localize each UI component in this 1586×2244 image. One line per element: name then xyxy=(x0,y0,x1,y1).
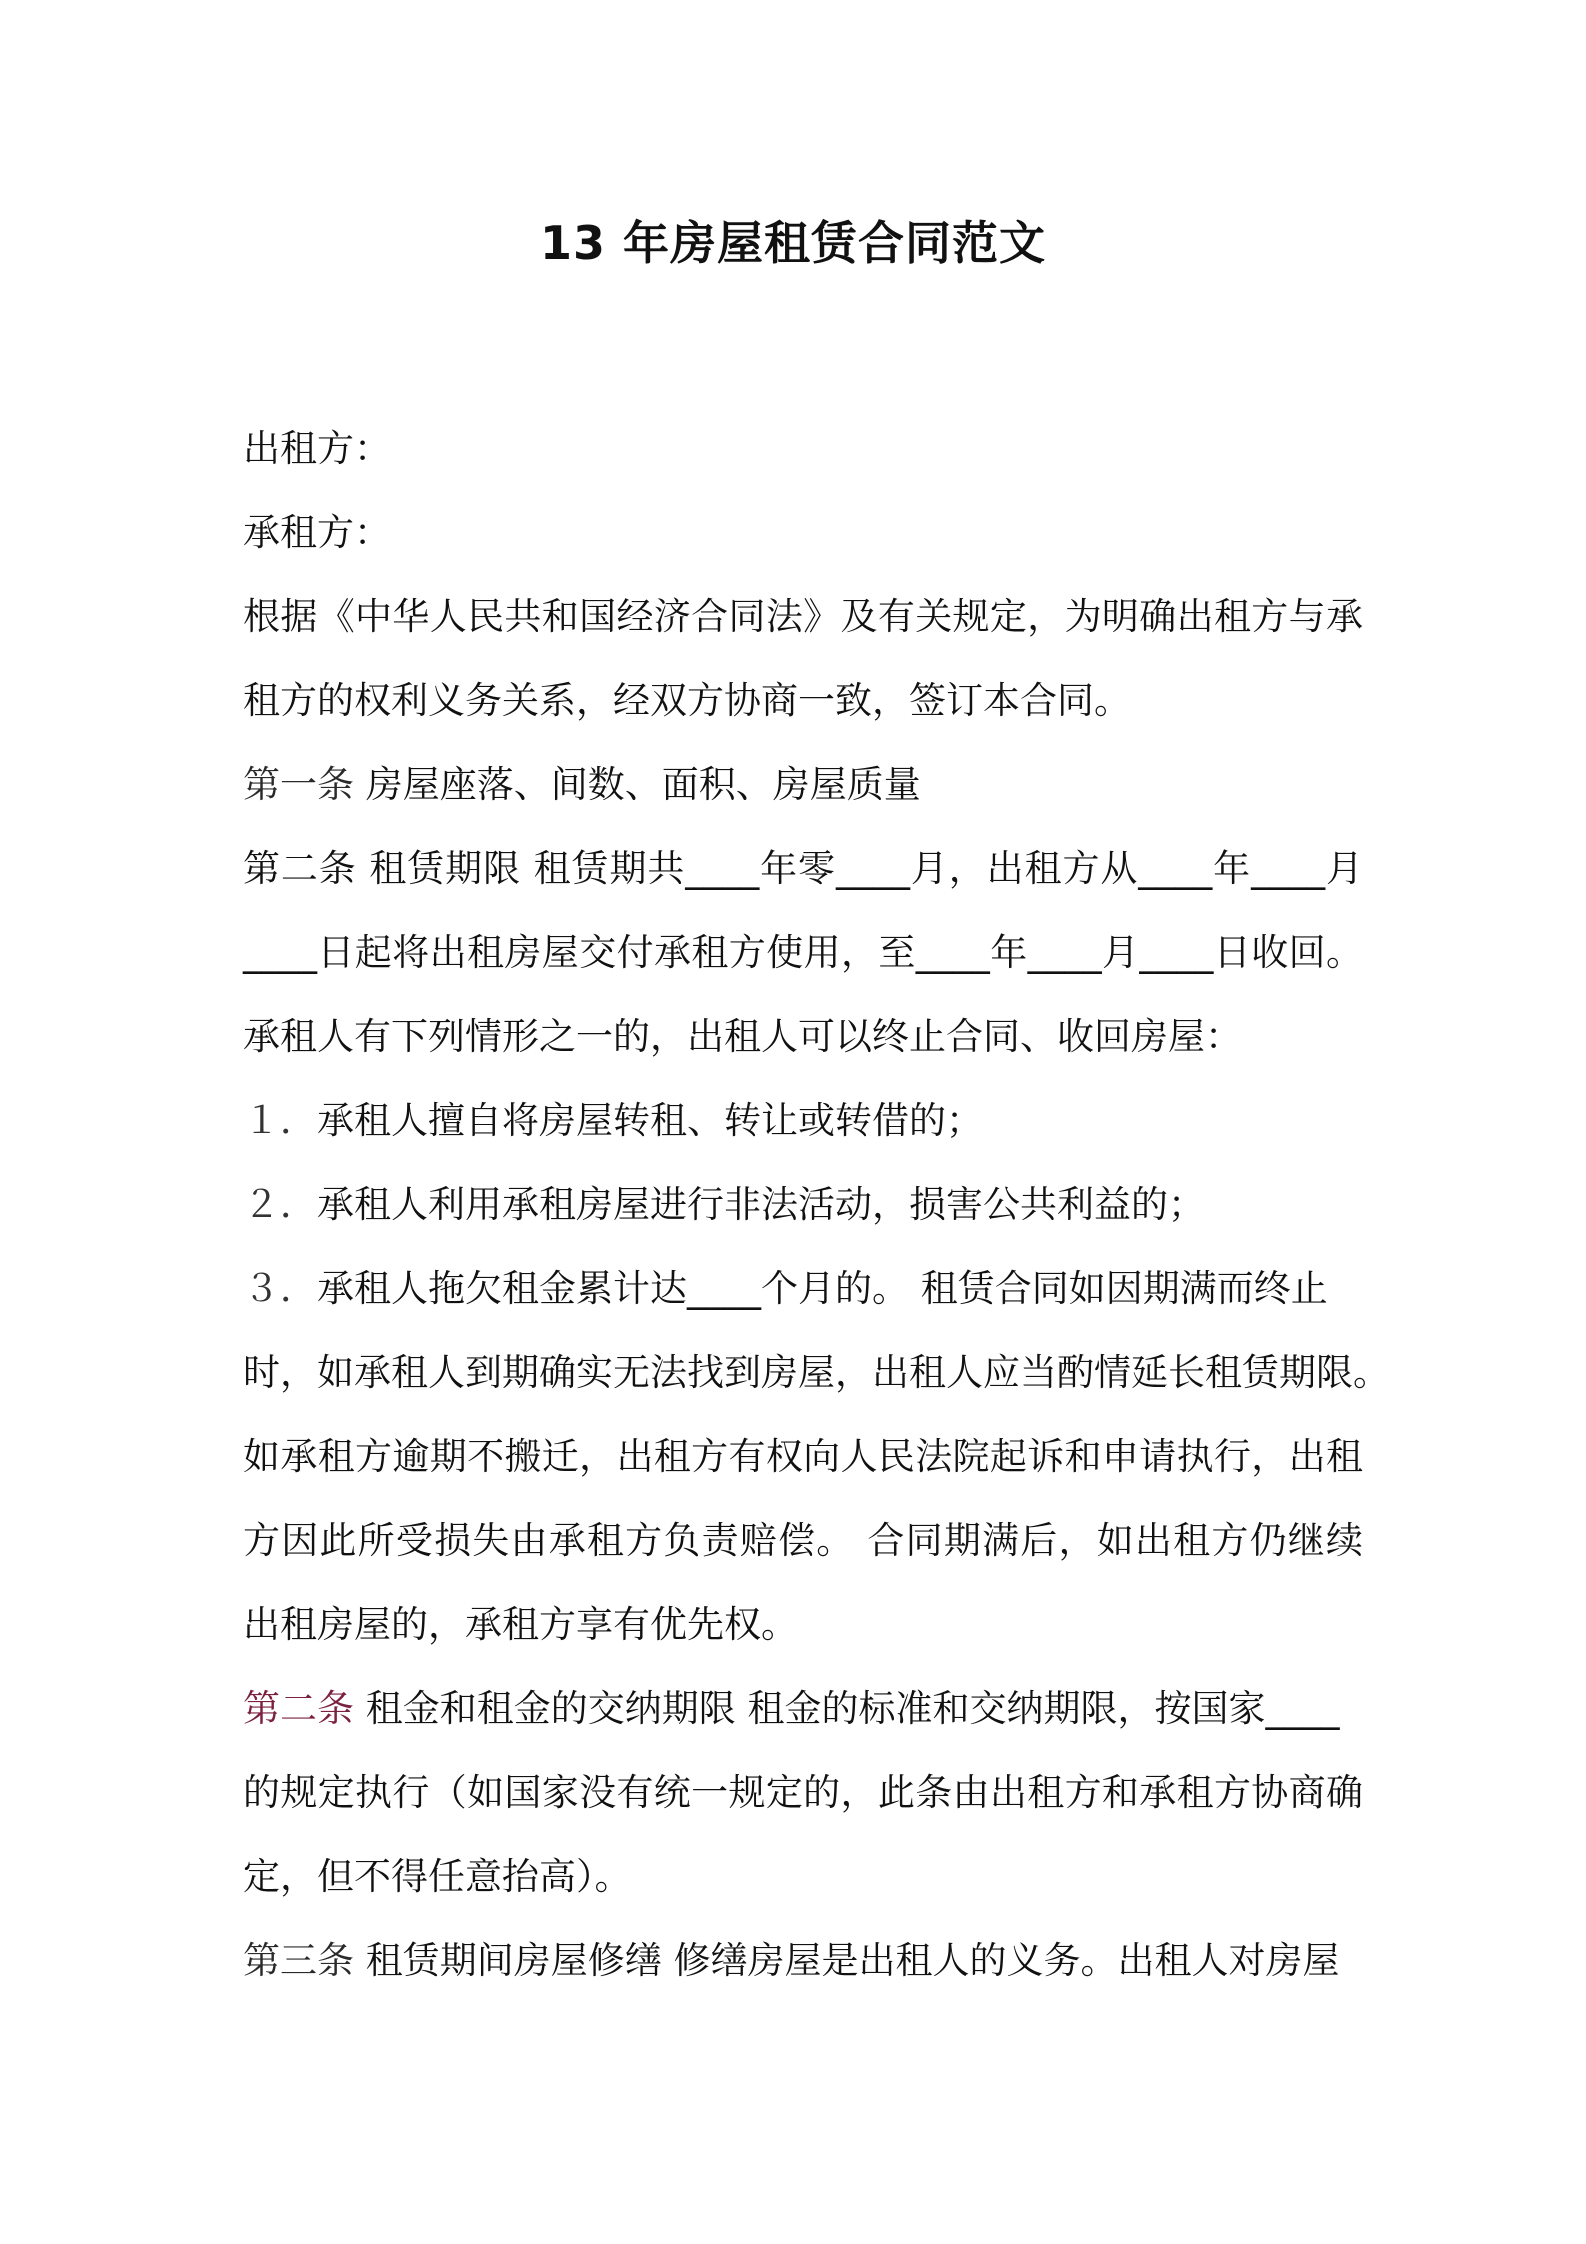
line-text: 租金和租金的交纳期限 租金的标准和交纳期限，按国家____ xyxy=(354,1687,1340,1730)
body-line xyxy=(243,911,1363,995)
body-line xyxy=(243,1331,1390,1415)
list-item xyxy=(243,1079,1363,1163)
document-body xyxy=(243,407,1390,2003)
list-number: ３． xyxy=(243,1267,317,1310)
article-heading xyxy=(243,1919,1363,2003)
line-text: 根据《中华人民共和国经济合同法》及有关规定，为明确出租方与承 xyxy=(243,595,1363,638)
article-number: 第三条 xyxy=(243,1939,354,1982)
line-text: 承租人拖欠租金累计达____个月的。 租赁合同如因期满而终止 xyxy=(317,1267,1328,1310)
list-item xyxy=(243,1163,1363,1247)
line-text: 承租方： xyxy=(243,511,391,554)
line-text: 租方的权利义务关系，经双方协商一致，签订本合同。 xyxy=(243,679,1131,722)
line-text: 第二条 租赁期限 租赁期共____年零____月，出租方从____年____月 xyxy=(243,847,1363,890)
line-text: 承租人擅自将房屋转租、转让或转借的； xyxy=(317,1099,983,1142)
article-heading xyxy=(243,743,1363,827)
body-line xyxy=(243,1583,1363,1667)
list-item xyxy=(243,1247,1363,1331)
body-line xyxy=(243,575,1363,659)
body-line xyxy=(243,1499,1363,1583)
document-title: 13 年房屋租赁合同范文 xyxy=(539,216,1047,270)
body-line xyxy=(243,659,1363,743)
line-text: 租赁期间房屋修缮 修缮房屋是出租人的义务。出租人对房屋 xyxy=(354,1939,1340,1982)
line-text: 如承租方逾期不搬迁，出租方有权向人民法院起诉和申请执行，出租 xyxy=(243,1435,1363,1478)
line-text: 承租人利用承租房屋进行非法活动，损害公共利益的； xyxy=(317,1183,1205,1226)
body-line xyxy=(243,995,1363,1079)
lessor-line xyxy=(243,407,1363,491)
lessee-line xyxy=(243,491,1363,575)
body-line xyxy=(243,1415,1363,1499)
article-number: 第一条 xyxy=(243,763,354,806)
line-text: 出租方： xyxy=(243,427,391,470)
list-number: ２． xyxy=(243,1183,317,1226)
body-line xyxy=(243,1835,1363,1919)
line-text: 房屋座落、间数、面积、房屋质量 xyxy=(354,763,921,806)
list-number: １． xyxy=(243,1099,317,1142)
line-text: 承租人有下列情形之一的，出租人可以终止合同、收回房屋： xyxy=(243,1015,1242,1058)
line-text: 时，如承租人到期确实无法找到房屋，出租人应当酌情延长租赁期限。 xyxy=(243,1351,1390,1394)
line-text: 出租房屋的，承租方享有优先权。 xyxy=(243,1603,798,1646)
line-text: 的规定执行（如国家没有统一规定的，此条由出租方和承租方协商确 xyxy=(243,1771,1363,1814)
article-heading xyxy=(243,1667,1363,1751)
line-text: 定，但不得任意抬高）。 xyxy=(243,1855,632,1898)
line-text: ____日起将出租房屋交付承租方使用，至____年____月____日收回。 xyxy=(243,931,1363,974)
line-text: 方因此所受损失由承租方负责赔偿。 合同期满后，如出租方仍继续 xyxy=(243,1519,1363,1562)
body-line xyxy=(243,1751,1363,1835)
article-number: 第二条 xyxy=(243,1687,354,1730)
body-line xyxy=(243,827,1363,911)
